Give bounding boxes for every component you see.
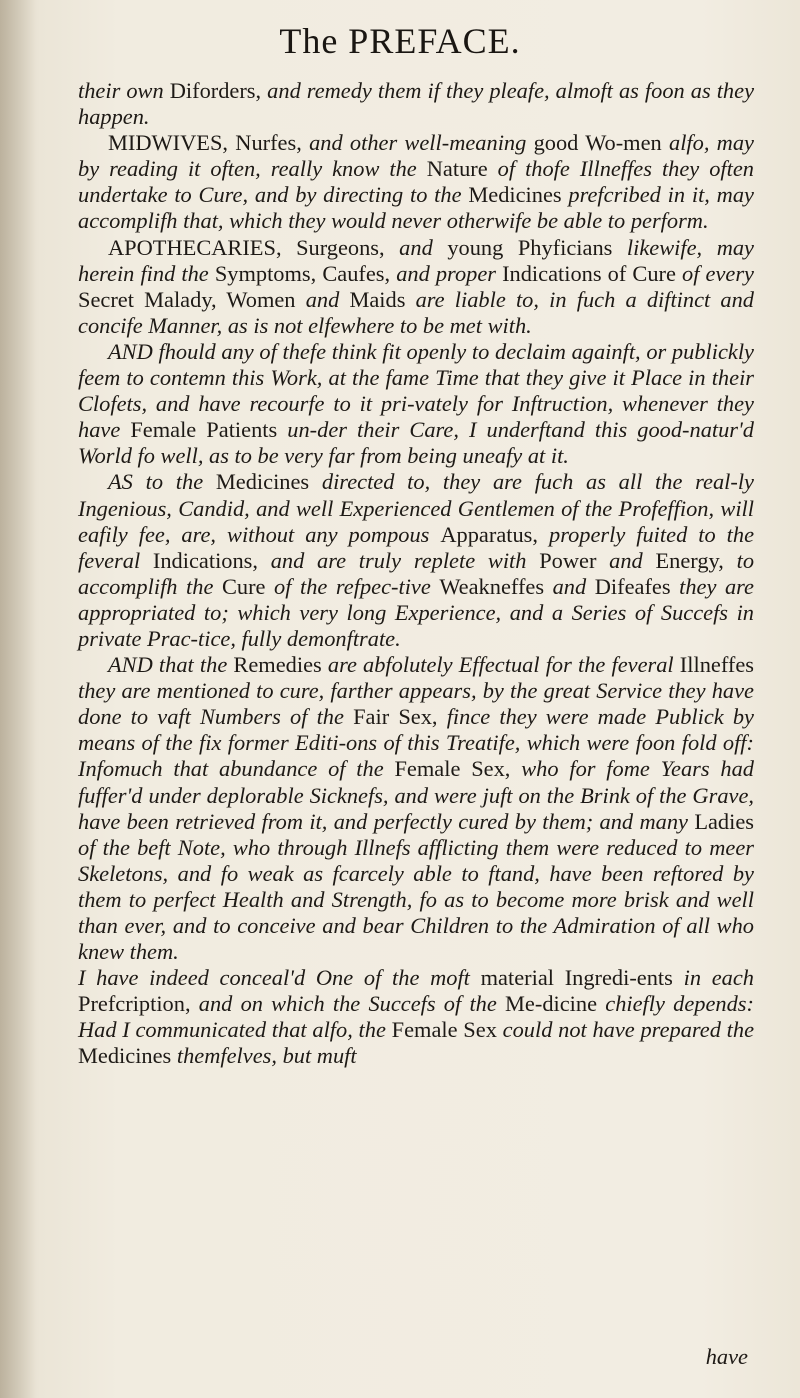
italic-run: directed to, they are fuch as all the real-ly Ingenious, Candid, and well Experienced Gentlemen of the Profeffion, will eafily fee, are, without any pompous [78,469,754,547]
italic-run: they are mentioned to cure, farther appears, by the great Service they have done to vaft Numbers of the [78,678,754,730]
roman-run: Maids [349,286,416,312]
italic-run: of thofe Illneffes they often undertake to Cure, and by directing to the [78,156,754,208]
roman-run: Difeafes [594,573,680,599]
paragraph [78,965,754,1069]
paragraph [78,130,754,234]
paragraph [78,339,754,469]
gutter-shadow [0,0,36,1398]
italic-run: AND that the [108,652,234,678]
italic-run: they are appropriated to; which very long Experience, and a Series of Succefs in private Prac-tice, fully demonftrate. [78,573,754,651]
roman-run: Illneffes [679,652,754,678]
italic-run: and other well-meaning [309,130,534,156]
roman-run: Secret Malady, Women [78,286,306,312]
italic-run: who for fome Years had fuffer'd under deplorable Sicknefs, and were juft on the Brink of the Grave, have been retrieved from it, and perfectly cured by them; and many [78,756,754,834]
paragraph [78,652,754,965]
italic-run: AND fhould any of thefe think fit openly to declaim againft, or publickly feem to contemn this Work, at the fame Time that they give it Place in their Clofets, and have recourfe to it pri-vately for Inftruction, whenever they have [78,338,754,443]
roman-run: Prefcription, [78,991,199,1017]
roman-run: Symptoms, Caufes, [214,260,397,286]
roman-run: Medicines [468,182,569,208]
roman-run: Female Sex, [394,756,522,782]
roman-run: Weakneffes [439,573,553,599]
roman-run: material Ingredi-ents [480,965,684,991]
roman-run: Remedies [233,652,328,678]
italic-run: are liable to, in fuch a diftinct and concife Manner, as is not elfewhere to be met with. [78,286,755,338]
italic-run: and remedy them if they pleafe, almoft as foon as they happen. [78,78,755,130]
roman-run: Power [539,547,610,573]
running-head: The PREFACE. [279,21,521,61]
roman-run: MIDWIVES, Nurfes, [108,130,310,156]
catchword: have [705,1344,748,1369]
roman-run: Female Patients [130,417,288,443]
italic-run: alfo, may by reading it often, really know the [78,130,754,182]
roman-run: Apparatus, [440,521,549,547]
italic-run: prefcribed in it, may accomplifh that, which they would never otherwife be able to perform. [78,182,754,234]
roman-run: Indications, [152,547,271,573]
roman-run: Indications of Cure [502,260,683,286]
paragraph [78,469,754,652]
italic-run: their own [78,78,170,103]
italic-run: fince they were made Publick by means of the fix former Editi-ons of this Treatife, which were foon fold off: Infomuch that abundance of the [78,704,754,782]
roman-run: Medicines [215,469,322,495]
italic-run: and [552,573,595,599]
italic-run: and are truly replete with [270,547,540,573]
roman-run: Diforders, [169,78,268,103]
italic-run: in each [683,965,754,991]
roman-run: Energy, [655,547,737,573]
roman-run: Medicines [78,1043,177,1069]
paragraph [78,235,754,339]
roman-run: young Phyficians [447,234,627,260]
italic-run: and proper [396,260,503,286]
italic-run: of every [682,260,754,286]
roman-run: APOTHECARIES, Surgeons, [108,234,400,260]
italic-run: could not have prepared the [502,1017,755,1043]
roman-run: good Wo-men [533,130,669,156]
roman-run: Cure [221,573,275,599]
roman-run: Nature [426,156,498,182]
italic-run: are abfolutely Effectual for the feveral [327,652,680,678]
italic-run: and [399,234,448,260]
italic-run: chiefly depends: Had I communicated that alfo, the [78,991,754,1043]
italic-run: and on which the Succefs of the [198,991,506,1017]
italic-run: AS to the [108,469,216,495]
roman-run: Me-dicine [505,991,606,1017]
paragraph [78,78,754,130]
roman-run: Fair Sex, [353,704,447,730]
roman-run: Female Sex [391,1017,503,1043]
preface-body [78,78,754,1070]
italic-run: likewife, may herein find the [78,234,755,286]
italic-run: and [305,286,350,312]
italic-run: and [609,547,656,573]
italic-run: properly fuited to the feveral [78,521,755,573]
italic-run: to accomplifh the [78,547,755,599]
roman-run: Ladies [694,808,754,834]
italic-run: of the refpec-tive [274,573,440,599]
italic-run: un-der their Care, I underftand this good-natur'd World fo well, as to be very far from being uneafy at it. [78,417,755,469]
italic-run: of the beft Note, who through Illnefs afflicting them were reduced to meer Skeletons, and fo weak as fcarcely able to ftand, have been reftored by them to perfect Health and Strength, fo as to become more brisk and well than ever, and to conceive and bear Children to the Admiration of all who knew them. [78,834,754,965]
italic-run: I have indeed conceal'd One of the moft [78,965,481,991]
italic-run: themfelves, but muft [176,1043,357,1069]
